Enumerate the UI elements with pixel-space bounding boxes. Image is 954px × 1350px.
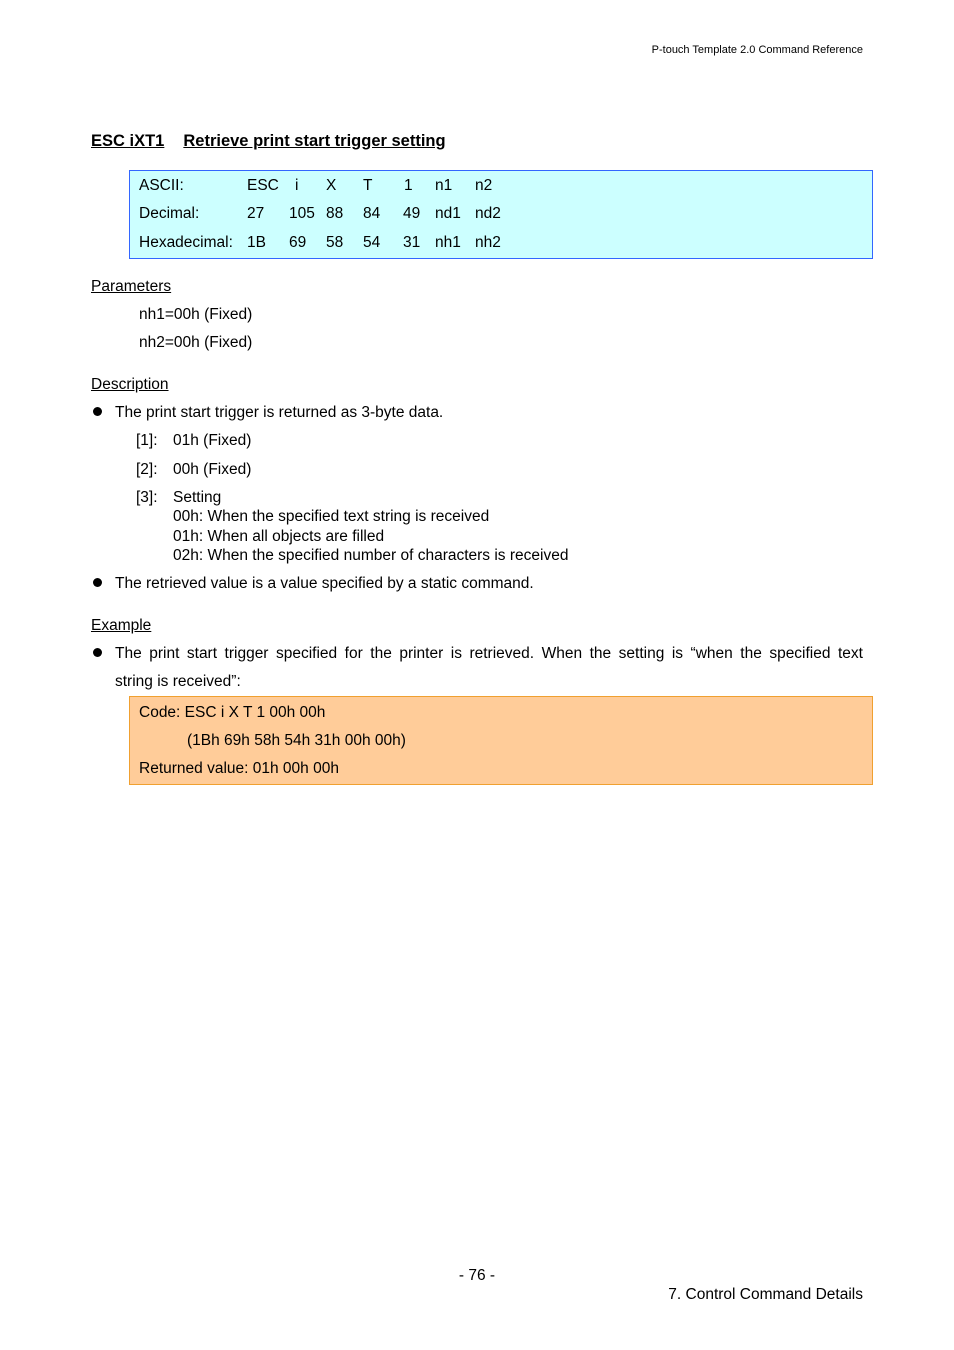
table-cell: ESC: [247, 177, 279, 194]
table-cell: nd1: [435, 205, 461, 222]
table-cell: 1: [404, 177, 413, 194]
example-returned-value: Returned value: 01h 00h 00h: [139, 760, 339, 777]
table-cell: 84: [363, 205, 381, 222]
setting-option: 00h: When the specified text string is received: [173, 508, 490, 525]
page-number: - 76 -: [458, 1267, 496, 1284]
row-label-decimal: Decimal:: [139, 205, 200, 222]
table-cell: nd2: [475, 205, 501, 222]
byte-value: 01h (Fixed): [173, 432, 252, 449]
page-title: [91, 132, 446, 151]
byte-index: [1]:: [136, 432, 158, 449]
table-cell: nh2: [475, 234, 501, 251]
table-cell: n2: [475, 177, 493, 194]
byte-index: [3]:: [136, 489, 158, 506]
table-cell: 69: [289, 234, 307, 251]
table-cell: 54: [363, 234, 381, 251]
header-reference: P-touch Template 2.0 Command Reference: [651, 44, 863, 56]
bullet-icon: [93, 578, 102, 587]
table-cell: i: [295, 177, 299, 194]
parameters-heading: Parameters: [91, 278, 172, 295]
byte-value: Setting: [173, 489, 222, 506]
description-heading: Description: [91, 376, 169, 393]
command-code: ESC iXT1: [91, 132, 165, 150]
example-code-box: [129, 696, 873, 785]
parameter-item: nh1=00h (Fixed): [139, 306, 253, 323]
table-cell: 1B: [247, 234, 266, 251]
byte-value: 00h (Fixed): [173, 461, 252, 478]
footer-section: 7. Control Command Details: [668, 1286, 863, 1303]
parameter-item: nh2=00h (Fixed): [139, 334, 253, 351]
table-cell: 31: [403, 234, 421, 251]
table-cell: 88: [326, 205, 344, 222]
table-cell: nh1: [435, 234, 461, 251]
table-cell: 27: [247, 205, 265, 222]
table-cell: 105: [289, 205, 315, 222]
command-name: Retrieve print start trigger setting: [183, 132, 446, 150]
example-text-line: string is received”:: [115, 673, 241, 690]
table-cell: n1: [435, 177, 453, 194]
bullet-icon: [93, 407, 102, 416]
description-bullet-text: The retrieved value is a value specified by a static command.: [115, 575, 534, 592]
command-table: [129, 170, 873, 259]
example-heading: Example: [91, 617, 152, 634]
table-cell: T: [363, 177, 373, 194]
example-hex: (1Bh 69h 58h 54h 31h 00h 00h): [187, 732, 406, 749]
setting-option: 01h: When all objects are filled: [173, 528, 385, 545]
setting-option: 02h: When the specified number of characters is received: [173, 547, 569, 564]
row-label-hexadecimal: Hexadecimal:: [139, 234, 233, 251]
byte-index: [2]:: [136, 461, 158, 478]
example-code: Code: ESC i X T 1 00h 00h: [139, 704, 326, 721]
description-bullet-text: The print start trigger is returned as 3-byte data.: [115, 404, 444, 421]
table-cell: 49: [403, 205, 421, 222]
example-text-line: The print start trigger specified for the printer is retrieved. When the setting is “when the specified text: [115, 645, 863, 662]
bullet-icon: [93, 648, 102, 657]
table-cell: 58: [326, 234, 344, 251]
table-cell: X: [326, 177, 337, 194]
row-label-ascii: ASCII:: [139, 177, 184, 194]
